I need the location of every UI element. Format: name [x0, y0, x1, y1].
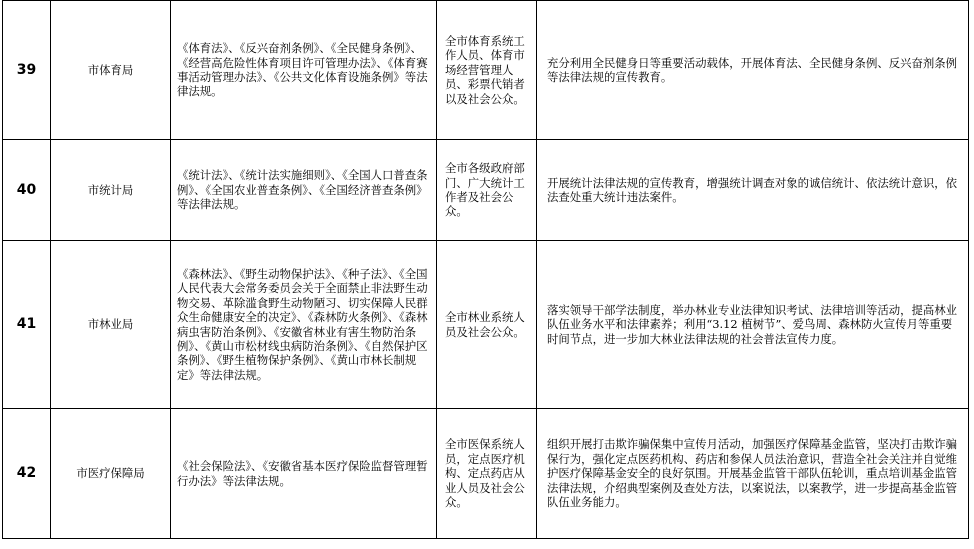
laws-list: [171, 140, 437, 241]
row-number: 39: [3, 1, 51, 140]
laws-list: [171, 409, 437, 539]
laws-text: 《森林法》、《野生动物保护法》、《种子法》、《全国人民代表大会常务委员会关于全面禁止非法野生动物交易、革除滥食野生动物陋习、切实保障人民群众生命健康安全的决定》、《森林防火条例》、《森林病虫害防治条例》、《安徽省林业有害生物防治条例》、《黄山市松材线虫病防治条例》、《自然保护区条例》、《野生植物保护条例》、《黄山市林长制规定》等法律法规。: [177, 266, 428, 382]
target-audience: [437, 140, 537, 241]
target-text: 全市林业系统人员及社会公众。: [445, 310, 525, 339]
department-name: 市统计局: [51, 140, 171, 241]
plan-text: 组织开展打击欺诈骗保集中宣传月活动，加强医疗保障基金监管，坚决打击欺诈骗保行为，强化定点医药机构、药店和参保人员法治意识，营造全社会关注并自觉维护医疗保障基金安全的良好氛围。开展基金监管干部队伍轮训，重点培训基金监管法律法规，介绍典型案例及查处方法，以案说法，以案教学，进一步提高基金监管队伍业务能力。: [547, 437, 958, 510]
target-text: 全市医保系统人员，定点医疗机构、定点药店从业人员及社会公众。: [445, 437, 525, 510]
table-row: [3, 409, 969, 539]
publicity-plan: [537, 140, 969, 241]
plan-text: 落实领导干部学法制度，举办林业专业法律知识考试、法律培训等活动，提高林业队伍业务水平和法律素养；利用“3.12 植树节”、爱鸟周、森林防火宣传月等重要时间节点，进一步加大林业法律法规的社会普法宣传力度。: [547, 302, 958, 346]
laws-text: 《体育法》、《反兴奋剂条例》、《全民健身条例》、《经营高危险性体育项目许可管理办法》、《体育赛事活动管理办法》、《公共文化体育设施条例》等法律法规。: [177, 41, 428, 99]
table-row: [3, 140, 969, 241]
department-name: 市体育局: [51, 1, 171, 140]
plan-text: 开展统计法律法规的宣传教育，增强统计调查对象的诚信统计、依法统计意识，依法查处重大统计违法案件。: [547, 175, 958, 204]
target-text: 全市体育系统工作人员、体育市场经营管理人员、彩票代销者以及社会公众。: [445, 33, 525, 106]
laws-text: 《社会保险法》、《安徽省基本医疗保险监督管理暂行办法》等法律法规。: [177, 459, 428, 488]
plan-text: 充分利用全民健身日等重要活动载体，开展体育法、全民健身条例、反兴奋剂条例等法律法规的宣传教育。: [547, 55, 958, 84]
laws-text: 《统计法》、《统计法实施细则》、《全国人口普查条例》、《全国农业普查条例》、《全国经济普查条例》等法律法规。: [177, 168, 428, 212]
row-number: 42: [3, 409, 51, 539]
publicity-plan: [537, 241, 969, 409]
target-audience: [437, 241, 537, 409]
department-name: 市林业局: [51, 241, 171, 409]
publicity-plan: [537, 409, 969, 539]
table-row: [3, 241, 969, 409]
department-name: 市医疗保障局: [51, 409, 171, 539]
target-audience: [437, 1, 537, 140]
laws-list: [171, 241, 437, 409]
row-number: 40: [3, 140, 51, 241]
publicity-plan: [537, 1, 969, 140]
table-row: [3, 1, 969, 140]
row-number: 41: [3, 241, 51, 409]
target-text: 全市各级政府部门、广大统计工作者及社会公众。: [445, 161, 525, 219]
laws-list: [171, 1, 437, 140]
law-publicity-table: [2, 0, 969, 539]
target-audience: [437, 409, 537, 539]
